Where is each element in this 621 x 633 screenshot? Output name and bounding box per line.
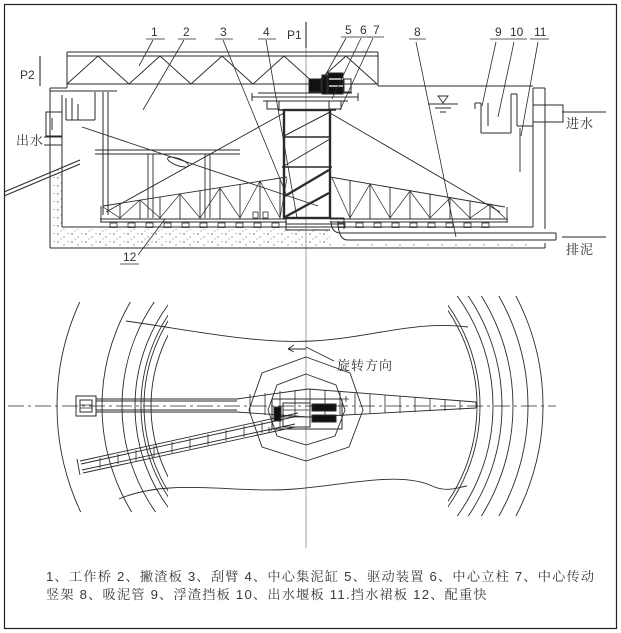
outlet-label: 出水 — [16, 133, 45, 148]
legend — [46, 568, 595, 602]
water-level-icon — [428, 96, 458, 112]
hanger-beam — [95, 150, 240, 218]
callout-10: 10 — [510, 25, 524, 39]
scraper-arm-right — [330, 177, 508, 228]
legend-line-2: 竖架 8、吸泥管 9、浮渣挡板 10、出水堰板 11.挡水裙板 12、配重快 — [46, 587, 488, 602]
inlet-label: 进水 — [566, 116, 595, 131]
scraper-arm-left — [100, 177, 287, 228]
legend-line-1: 1、工作桥 2、撇渣板 3、刮臂 4、中心集泥缸 5、驱动装置 6、中心立柱 7、中心传动 — [46, 569, 596, 584]
callout-9: 9 — [495, 25, 502, 39]
callout-5: 5 — [345, 23, 352, 37]
callout-1: 1 — [151, 25, 158, 39]
p2-marker: P2 — [20, 68, 35, 82]
p1-marker: P1 — [287, 28, 302, 42]
rotation-direction-label: 旋转方向 — [337, 358, 394, 373]
elevation-view — [4, 22, 606, 548]
callout-3: 3 — [220, 25, 227, 39]
callout-6: 6 — [360, 23, 367, 37]
callout-7: 7 — [373, 23, 380, 37]
callout-2: 2 — [183, 25, 190, 39]
callout-8: 8 — [414, 25, 421, 39]
plan-southwest-arm — [77, 413, 298, 475]
motor-block-icon — [309, 79, 321, 92]
inlet-structure — [475, 94, 563, 133]
callout-4: 4 — [263, 25, 270, 39]
callout-11: 11 — [534, 25, 547, 39]
plan-view — [8, 157, 556, 633]
callout-12: 12 — [123, 250, 137, 264]
sheet-border — [5, 5, 617, 629]
center-column — [278, 110, 336, 218]
sludge-discharge-label: 排泥 — [566, 242, 595, 257]
